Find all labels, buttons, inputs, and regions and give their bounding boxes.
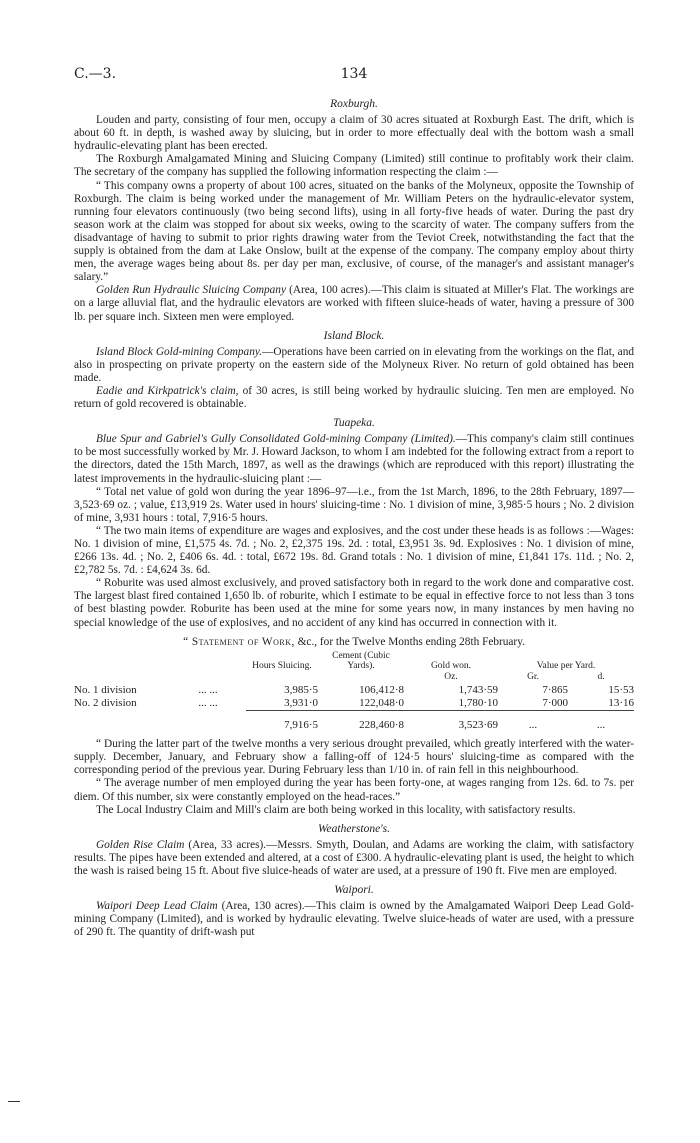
table-totals-row: 7,916·5 228,460·8 3,523·69 ... ...	[284, 719, 606, 732]
col-header-gold: Gold won.	[430, 660, 472, 671]
page-number: 134	[340, 66, 368, 82]
claim-name: Eadie and Kirkpatrick's claim,	[96, 384, 239, 397]
table-row: No. 1 division ... ... 3,985·5 106,412·8 1,743·59 7·865 15·53	[74, 683, 634, 696]
paragraph: Golden Run Hydraulic Sluicing Company (Area, 100 acres).—This claim is situated at Miller's Flat. The workings are on a large alluvial flat, and the hydraulic elevators are worked with fifteen sluice-heads of water, having a pressure of 300 lb. per square inch. Sixteen men were employed.	[74, 284, 634, 323]
statement-heading: “ Statement of Work, &c., for the Twelve Months ending 28th February.	[183, 635, 525, 648]
paragraph: Golden Rise Claim (Area, 33 acres).—Messrs. Smyth, Doulan, and Adams are working the claim, with satisfactory results. The pipes have been extended and altered, at a cost of £300. A hydraulic-elevating plant is used, the height to which the wash is raised being 15 ft. About five sluice-heads of water are used, at a pressure of 190 ft. Five men are employed.	[74, 838, 634, 877]
paragraph: Island Block Gold-mining Company.—Operations have been carried on in elevating from the workings on the flat, and also in prospecting on private property on the eastern side of the Molyneux River. No return of gold obtained has been made.	[74, 345, 634, 384]
statement-of-work-table	[74, 651, 634, 732]
claim-name: Waipori Deep Lead Claim	[96, 900, 218, 913]
quoted-paragraph: “ Total net value of gold won during the year 1896–97—i.e., from the 1st March, 1896, to the 28th February, 1897—3,523·69 oz. ; value, £13,919 2s. Water used in hours' sluicing-time : No. 1 division of mine, 3,985·5 hours ; No. 2 division of mine, 3,931 hours : total, 7,916·5 hours.	[74, 485, 634, 524]
claim-name: Island Block Gold-mining Company.	[96, 345, 263, 358]
section-title-roxburgh: Roxburgh.	[330, 98, 378, 110]
unit-oz: Oz.	[444, 671, 458, 682]
section-title-waipori: Waipori.	[334, 884, 374, 897]
unit-gr: Gr.	[527, 671, 539, 682]
col-header-cement: Cement (Cubic Yards).	[332, 650, 390, 671]
table-header-row	[74, 651, 634, 671]
table-units-row	[74, 671, 634, 684]
paragraph: The Local Industry Claim and Mill's claim are both being worked in this locality, with satisfactory results.	[96, 803, 576, 816]
section-title-weatherstones: Weatherstone's.	[318, 822, 390, 835]
unit-d: d.	[597, 671, 605, 682]
paragraph: Louden and party, consisting of four men, occupy a claim of 30 acres situated at Roxburgh East. The drift, which is about 60 ft. in depth, is washed away by sluicing, but in order to more effectually deal with the bottom wash a small hydraulic-elevating plant has been erected.	[74, 114, 634, 153]
paragraph: The Roxburgh Amalgamated Mining and Sluicing Company (Limited) still continue to profitably work their claim. The secretary of the company has supplied the following information respecting the claim :—	[74, 153, 634, 179]
claim-name: Golden Rise Claim	[96, 838, 185, 851]
margin-mark	[8, 1101, 20, 1102]
quoted-paragraph: “ The average number of men employed during the year has been forty-one, at wages ranging from 12s. 6d. to 7s. per diem. Of this number, six were constantly employed on the head-races.”	[74, 777, 634, 803]
section-title-tuapeka: Tuapeka.	[333, 417, 375, 430]
report-code: C.—3.	[74, 66, 117, 82]
col-header-value: Value per Yard.	[536, 660, 596, 671]
quoted-paragraph: “ The two main items of expenditure are wages and explosives, and the cost under these heads is as follows :—Wages: No. 1 division of mine, £1,575 4s. 7d. ; No. 2, £2,375 19s. 2d. : total, £3,951 3s. 9d. Explosives : No. 1 division of mine, £266 13s. 4d. ; No. 2, £406 6s. 4d. : total, £672 19s. 8d. Grand totals : No. 1 division of mine, £1,841 17s. 11d. ; No. 2, £2,782 5s. 7d. : £4,624 3s. 6d.	[74, 524, 634, 577]
paragraph: Waipori Deep Lead Claim (Area, 130 acres).—This claim is owned by the Amalgamated Waipori Deep Lead Gold-mining Company (Limited), and is worked by hydraulic elevating. Twelve sluice-heads of water are used, with a pressure of 290 ft. The quantity of drift-wash put	[74, 900, 635, 939]
quoted-paragraph: “ During the latter part of the twelve months a very serious drought prevailed, which greatly interfered with the water-supply. December, January, and February show a falling-off of 124·5 hours' sluicing-time as compared with the corresponding period of the previous year. During February less than 1/10 in. of rain fell in this neighbourhood.	[74, 738, 634, 777]
claim-name: Blue Spur and Gabriel's Gully Consolidated Gold-mining Company (Limited).	[96, 433, 456, 446]
section-title-island-block: Island Block.	[323, 329, 385, 342]
table-row: No. 2 division ... ... 3,931·0 122,048·0 1,780·10 7·000 13·16	[74, 696, 634, 710]
quoted-paragraph: “ Roburite was used almost exclusively, and proved satisfactory both in regard to the work done and comparative cost. The largest blast fired contained 1,650 lb. of roburite, which I estimate to be equal in effective force to not less than 3 tons of best blasting powder. Roburite has been used at the mine for some years now, in many instances by men having no special knowledge of the use of explosives, and no accident of any kind has occurred in connection with it.	[74, 577, 634, 629]
quoted-paragraph: “ This company owns a property of about 100 acres, situated on the banks of the Molyneux, opposite the Township of Roxburgh. The claim is being worked under the management of Mr. William Peters on the hydraulic-elevator system, running four elevators continuously (two being second lifts), using in all forty-five heads of water. During the past dry season work at the claim was stopped for about six weeks, owing to the scarcity of water. The company suffers from the disadvantage of having to submit to prior rights drawing water from the Teviot Creek, notwithstanding the fact that the supply is obtained from the dam at Lake Onslow, built at the expense of the company. The company employ about thirty men, the average wages being about 8s. per day per man, exclusive, of course, of the manager's and assistant manager's salary.”	[74, 179, 634, 284]
col-header-hours: Hours Sluicing.	[252, 660, 312, 671]
paragraph: Eadie and Kirkpatrick's claim, of 30 acres, is still being worked by hydraulic sluicing. Ten men are employed. No return of gold recovered is obtainable.	[74, 384, 634, 411]
paragraph: Blue Spur and Gabriel's Gully Consolidated Gold-mining Company (Limited).—This company's claim still continues to be most successfully worked by Mr. J. Howard Jackson, to whom I am indebted for the following extract from a report to the directors, dated the 15th March, 1897, as well as the drawings (which are reproduced with this report) illustrating the latest improvements in the hydraulic-sluicing plant :—	[74, 433, 635, 485]
page-header	[74, 66, 634, 84]
claim-name: Golden Run Hydraulic Sluicing Company	[96, 284, 286, 297]
page-body	[74, 92, 634, 939]
